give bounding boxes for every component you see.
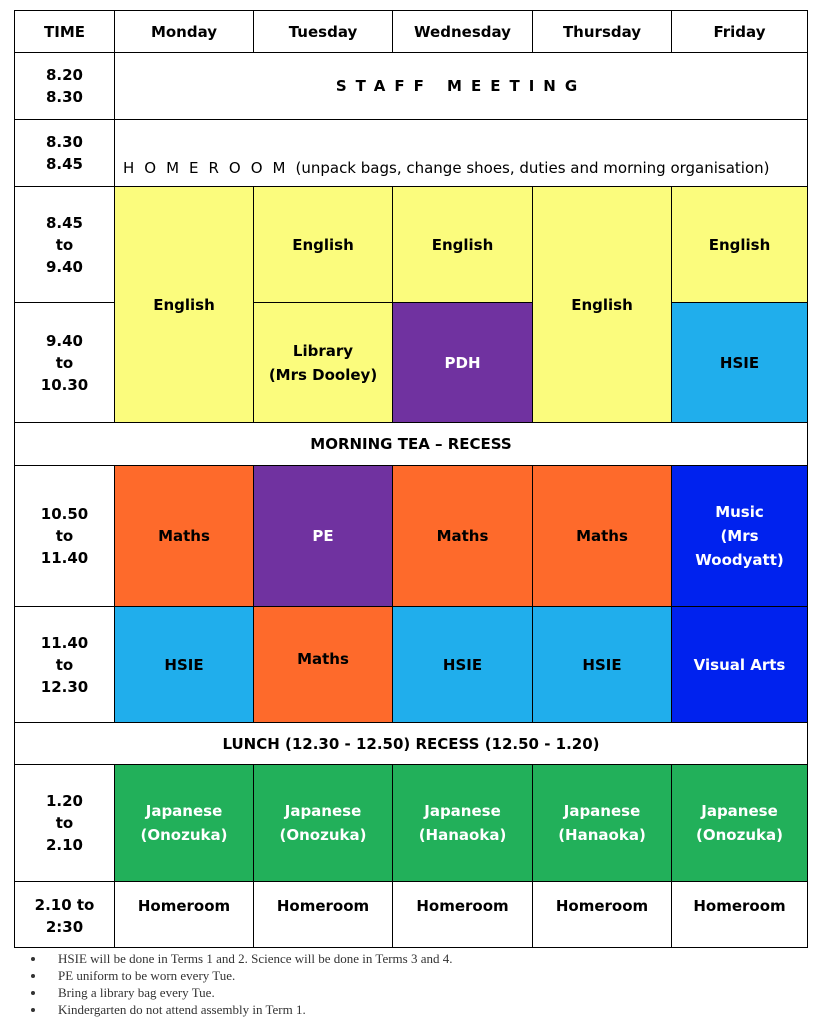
cell-tuesday-library: Library (Mrs Dooley) — [254, 303, 393, 423]
header-friday: Friday — [672, 11, 808, 53]
cell-friday-visual-arts: Visual Arts — [672, 607, 808, 723]
timetable — [14, 10, 808, 948]
time-homeroom-am: 8.30 8.45 — [15, 120, 115, 187]
homeroom-am-details: (unpack bags, change shoes, duties and morning organisation) — [295, 159, 770, 177]
homeroom-am-title: HOMEROOM — [123, 159, 296, 177]
cell-thursday-hsie: HSIE — [533, 607, 672, 723]
morning-tea-banner: MORNING TEA – RECESS — [15, 423, 808, 466]
cell-monday-maths: Maths — [115, 466, 254, 607]
cell-thursday-homeroom: Homeroom — [533, 882, 672, 948]
time-block2-a: 10.50 to 11.40 — [15, 466, 115, 607]
cell-monday-hsie: HSIE — [115, 607, 254, 723]
cell-wednesday-homeroom: Homeroom — [393, 882, 533, 948]
header-tuesday: Tuesday — [254, 11, 393, 53]
note-item: • HSIE will be done in Terms 1 and 2. Science will be done in Terms 3 and 4. — [46, 950, 823, 967]
lunch-row — [15, 723, 808, 765]
cell-tuesday-japanese: Japanese (Onozuka) — [254, 765, 393, 882]
cell-wednesday-maths: Maths — [393, 466, 533, 607]
note-item: • PE uniform to be worn every Tue. — [46, 967, 823, 984]
cell-tuesday-maths: Maths — [254, 607, 393, 723]
cell-tuesday-english: English — [254, 187, 393, 303]
staff-meeting-row — [15, 53, 808, 120]
homeroom-am-banner — [115, 120, 808, 187]
note-item: • Bring a library bag every Tue. — [46, 984, 823, 1001]
cell-tuesday-homeroom: Homeroom — [254, 882, 393, 948]
cell-friday-english: English — [672, 187, 808, 303]
morning-tea-row — [15, 423, 808, 466]
time-block2-b: 11.40 to 12.30 — [15, 607, 115, 723]
homeroom-pm-row — [15, 882, 808, 948]
time-homeroom-pm: 2.10 to 2:30 — [15, 882, 115, 948]
cell-tuesday-pe: PE — [254, 466, 393, 607]
cell-wednesday-japanese: Japanese (Hanaoka) — [393, 765, 533, 882]
header-monday: Monday — [115, 11, 254, 53]
header-thursday: Thursday — [533, 11, 672, 53]
time-block1-a: 8.45 to 9.40 — [15, 187, 115, 303]
cell-thursday-english: English — [533, 187, 672, 423]
block2-row-a — [15, 466, 808, 607]
block1-row-a — [15, 187, 808, 303]
staff-meeting-banner: STAFF MEETING — [115, 53, 808, 120]
cell-friday-japanese: Japanese (Onozuka) — [672, 765, 808, 882]
cell-friday-homeroom: Homeroom — [672, 882, 808, 948]
cell-wednesday-english: English — [393, 187, 533, 303]
homeroom-am-row — [15, 120, 808, 187]
cell-wednesday-hsie: HSIE — [393, 607, 533, 723]
header-wednesday: Wednesday — [393, 11, 533, 53]
time-block1-b: 9.40 to 10.30 — [15, 303, 115, 423]
note-item: • Kindergarten do not attend assembly in Term 1. — [46, 1001, 823, 1018]
cell-thursday-japanese: Japanese (Hanaoka) — [533, 765, 672, 882]
block3-row — [15, 765, 808, 882]
time-staff-meeting: 8.20 8.30 — [15, 53, 115, 120]
cell-monday-japanese: Japanese (Onozuka) — [115, 765, 254, 882]
block2-row-b — [15, 607, 808, 723]
notes-list — [26, 950, 823, 1018]
cell-wednesday-pdh: PDH — [393, 303, 533, 423]
cell-friday-hsie: HSIE — [672, 303, 808, 423]
header-time: TIME — [15, 11, 115, 53]
cell-friday-music: Music (Mrs Woodyatt) — [672, 466, 808, 607]
cell-monday-english: English — [115, 187, 254, 423]
header-row — [15, 11, 808, 53]
cell-monday-homeroom: Homeroom — [115, 882, 254, 948]
time-block3: 1.20 to 2.10 — [15, 765, 115, 882]
cell-thursday-maths: Maths — [533, 466, 672, 607]
lunch-banner: LUNCH (12.30 - 12.50) RECESS (12.50 - 1.20) — [15, 723, 808, 765]
